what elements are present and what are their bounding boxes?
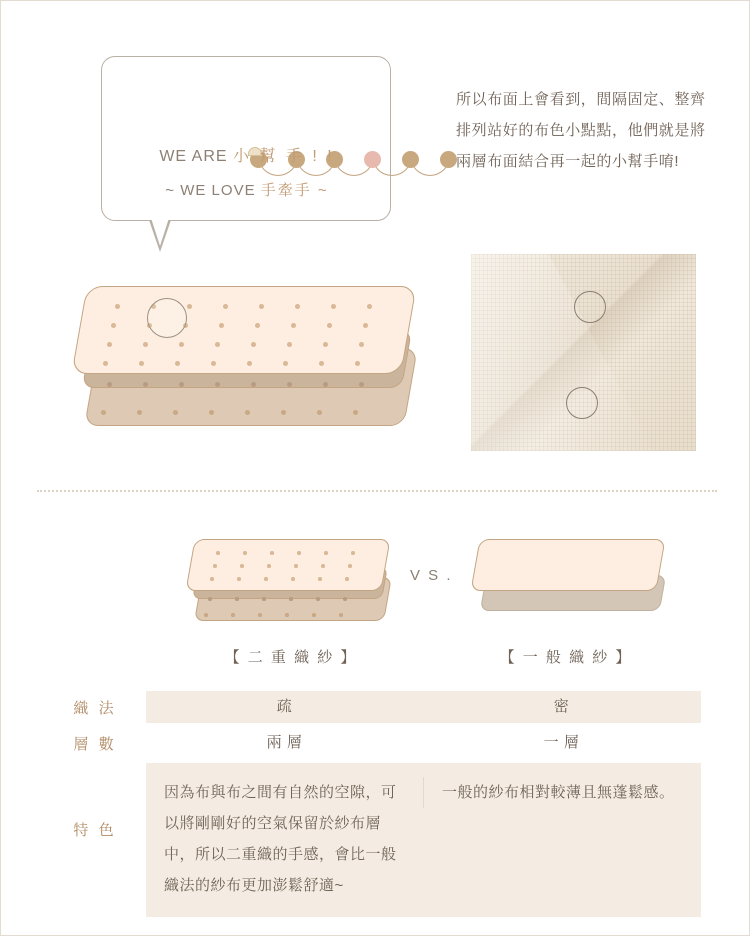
bubble-line-1-main: WE ARE <box>159 148 228 165</box>
mini-fabric-dot <box>240 564 244 568</box>
fabric-dot <box>283 361 288 366</box>
mini-fabric-dot <box>351 551 355 555</box>
mini-fabric-dot <box>231 613 235 617</box>
fabric-dot <box>291 323 296 328</box>
mini-fabric-dot <box>237 577 241 581</box>
fabric-dot <box>211 361 216 366</box>
fabric-dot <box>353 410 358 415</box>
mini-fabric-dot <box>297 551 301 555</box>
mini-fabric-dot <box>324 551 328 555</box>
fabric-dot <box>215 382 220 387</box>
highlight-circle-icon <box>147 298 187 338</box>
mini-fabric-dot <box>312 613 316 617</box>
row-label-weave: 織 法 <box>73 700 117 717</box>
caption-single-gauze: 【 一 般 織 紗 】 <box>499 649 633 666</box>
fabric-dot <box>173 410 178 415</box>
fabric-dot <box>209 410 214 415</box>
fabric-dot <box>259 304 264 309</box>
fabric-dot <box>107 382 112 387</box>
mini-fabric-dot <box>348 564 352 568</box>
double-gauze-illustration <box>73 286 423 451</box>
mini-fabric-dot <box>213 564 217 568</box>
mini-fabric-dot <box>285 613 289 617</box>
fabric-dot <box>367 304 372 309</box>
fabric-photo <box>471 254 696 451</box>
double-gauze-mini-illustration <box>186 539 396 634</box>
row-body <box>146 763 701 917</box>
mini-fabric-dot <box>216 551 220 555</box>
doll-icon <box>440 151 457 168</box>
intro-paragraph: 所以布面上會看到，間隔固定、整齊排列站好的布色小點點，他們就是將兩層布面結合再一起的小幫手唷! <box>456 91 706 170</box>
cell-features-single: 一般的紗布相對較薄且無蓬鬆感。 <box>423 777 700 808</box>
table-row <box>51 691 701 723</box>
row-body <box>146 691 701 723</box>
photo-highlight-circle-icon <box>574 291 606 323</box>
mini-fabric-dot <box>262 597 266 601</box>
fabric-dot <box>319 361 324 366</box>
cell-weave-single: 密 <box>553 698 570 715</box>
fabric-dot <box>331 304 336 309</box>
section-divider <box>37 490 717 492</box>
fabric-dot <box>111 323 116 328</box>
mini-fabric-dot <box>339 613 343 617</box>
row-label-features: 特 色 <box>73 822 117 839</box>
mini-fabric-dot <box>264 577 268 581</box>
speech-bubble <box>101 56 391 221</box>
mini-fabric-dot <box>267 564 271 568</box>
fabric-dot <box>101 410 106 415</box>
fabric-dot <box>323 382 328 387</box>
fabric-dot <box>251 382 256 387</box>
vs-label: V S . <box>410 567 453 584</box>
mini-fabric-dot <box>291 577 295 581</box>
row-body <box>146 728 701 758</box>
doll-icon <box>402 151 419 168</box>
fabric-dot <box>187 304 192 309</box>
cell-weave-double: 疏 <box>276 698 293 715</box>
caption-double-gauze: 【 二 重 織 紗 】 <box>224 649 358 666</box>
mini-fabric-dot <box>208 597 212 601</box>
bubble-tail-inner <box>151 218 169 246</box>
fabric-dot <box>143 342 148 347</box>
cell-features-double: 因為布與布之間有自然的空隙，可以將剛剛好的空氣保留於紗布層中，所以二重織的手感，會比一般織法的紗布更加澎鬆舒適~ <box>164 784 397 894</box>
comparison-section <box>1 521 750 681</box>
table-row <box>51 763 701 903</box>
cell-layers-double: 兩 層 <box>266 734 303 751</box>
single-gauze-mini-illustration <box>471 539 671 634</box>
fabric-dot <box>295 304 300 309</box>
fabric-dot <box>245 410 250 415</box>
cell-layers-single: 一 層 <box>543 734 580 751</box>
fabric-dot <box>139 361 144 366</box>
fabric-dot <box>355 361 360 366</box>
photo-highlight-circle-icon <box>566 387 598 419</box>
fabric-dot <box>215 342 220 347</box>
row-label-layers: 層 數 <box>73 736 117 753</box>
table-row <box>51 728 701 758</box>
mini-fabric-dot <box>204 613 208 617</box>
top-section <box>1 1 750 486</box>
mini-fabric-dot <box>294 564 298 568</box>
fabric-dot <box>179 382 184 387</box>
fabric-dot <box>107 342 112 347</box>
fabric-dot <box>103 361 108 366</box>
mini-fabric-dot <box>270 551 274 555</box>
bubble-line-1-accent: 小 幫 手 ! ! <box>233 148 335 165</box>
mini-fabric-dot <box>243 551 247 555</box>
fabric-dot <box>137 410 142 415</box>
bubble-line-2 <box>102 179 392 200</box>
fabric-dot <box>115 304 120 309</box>
mini-fabric-dot <box>289 597 293 601</box>
bubble-line-2-accent: 手牽手 ~ <box>260 182 329 199</box>
fabric-dot <box>323 342 328 347</box>
mini-fabric-dot <box>210 577 214 581</box>
mini-fabric-dot <box>316 597 320 601</box>
fabric-dot <box>223 304 228 309</box>
fabric-dot <box>317 410 322 415</box>
fabric-dot <box>287 382 292 387</box>
fabric-dot <box>363 323 368 328</box>
mini-fabric-dot <box>258 613 262 617</box>
fabric-dot <box>255 323 260 328</box>
fabric-dot <box>175 361 180 366</box>
fabric-dot <box>287 342 292 347</box>
fabric-dot <box>359 342 364 347</box>
fabric-dot <box>359 382 364 387</box>
mini-fabric-dot <box>343 597 347 601</box>
fabric-dot <box>327 323 332 328</box>
bubble-line-1 <box>102 143 392 166</box>
mini-fabric-dot <box>318 577 322 581</box>
fabric-dot <box>143 382 148 387</box>
mini-fabric-dot <box>345 577 349 581</box>
fabric-dot <box>251 342 256 347</box>
fabric-dot <box>179 342 184 347</box>
fabric-dot <box>281 410 286 415</box>
mini-fabric-dot <box>321 564 325 568</box>
fabric-layer-top <box>71 286 417 374</box>
bubble-line-2-main: ~ WE LOVE <box>165 182 256 199</box>
fabric-dot <box>219 323 224 328</box>
fabric-dot <box>247 361 252 366</box>
comparison-table <box>51 691 701 908</box>
single-fabric-layer <box>470 539 665 591</box>
mini-fabric-dot <box>235 597 239 601</box>
